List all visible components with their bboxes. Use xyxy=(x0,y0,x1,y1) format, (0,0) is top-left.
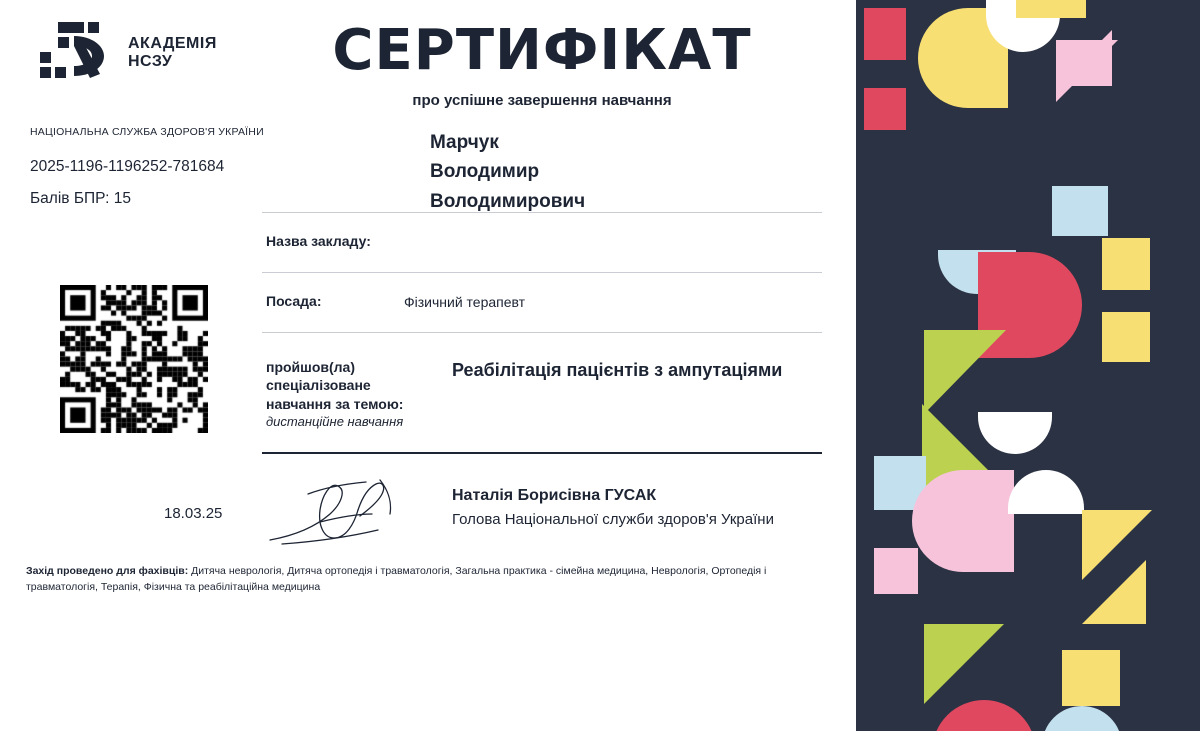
deco-shape xyxy=(932,700,1036,731)
divider-position xyxy=(262,332,822,333)
qr-code xyxy=(60,285,208,433)
nszu-logo-icon xyxy=(30,22,118,84)
label-institution: Назва закладу: xyxy=(266,233,371,249)
deco-shape xyxy=(864,88,906,130)
deco-shape xyxy=(1008,470,1084,514)
deco-shape xyxy=(912,470,1014,572)
page-subtitle: про успішне завершення навчання xyxy=(412,92,672,109)
deco-shape xyxy=(1052,186,1108,236)
logo-brand-line1: АКАДЕМІЯ xyxy=(128,35,217,53)
label-completion-line1: пройшов(ла) xyxy=(266,359,355,375)
handwritten-signature xyxy=(262,470,412,550)
recipient-last-name: Марчук xyxy=(430,132,499,153)
recipient-patronymic: Володимирович xyxy=(430,190,586,212)
recipient-first-name: Володимир xyxy=(430,161,540,183)
deco-shape xyxy=(864,8,906,60)
divider-topic xyxy=(262,452,822,454)
footer-prefix: Захід проведено для фахівців: xyxy=(26,565,189,577)
deco-shape xyxy=(1102,312,1150,362)
deco-shape xyxy=(874,548,918,594)
footer-text: Дитяча неврологія, Дитяча ортопедія і травматологія, Загальна практика - сімейна медицина, Неврологія, Ортопедія і травматологія, Терапія, Фізична та реабілітаційна медицина xyxy=(26,565,767,594)
label-completion xyxy=(266,358,403,413)
organization-name: НАЦІОНАЛЬНА СЛУЖБА ЗДОРОВ'Я УКРАЇНИ xyxy=(30,126,264,138)
deco-triangle xyxy=(924,330,1006,414)
deco-shape xyxy=(1016,0,1086,18)
deco-triangle xyxy=(924,624,1004,704)
divider-institution xyxy=(262,272,822,273)
label-completion-line2: спеціалізоване xyxy=(266,377,371,394)
logo-brand-line2: НСЗУ xyxy=(128,53,173,70)
distance-learning-note: дистанційне навчання xyxy=(266,414,404,429)
logo-block xyxy=(30,22,217,84)
logo-text xyxy=(128,35,217,71)
deco-shape xyxy=(1042,706,1122,731)
decorative-panel xyxy=(856,0,1200,731)
recipient-name xyxy=(430,128,820,216)
bpr-points: Балів БПР: 15 xyxy=(30,190,131,207)
page-title: СЕРТИФІКАТ xyxy=(332,18,752,83)
course-topic: Реабілітація пацієнтів з ампутаціями xyxy=(452,360,783,380)
footer-specialties xyxy=(26,563,841,596)
deco-shape xyxy=(1062,650,1120,706)
value-position: Фізичний терапевт xyxy=(404,294,526,310)
deco-shape xyxy=(1102,238,1150,290)
divider-name xyxy=(262,212,822,213)
certificate-number: 2025-1196-1196252-781684 xyxy=(30,158,225,175)
label-position: Посада: xyxy=(266,293,322,309)
signer-name: Наталія Борисівна ГУСАК xyxy=(452,487,657,504)
deco-triangle xyxy=(1056,30,1112,86)
deco-triangle xyxy=(1082,560,1146,624)
signer-position: Голова Національної служби здоров'я України xyxy=(452,511,774,528)
issue-date: 18.03.25 xyxy=(164,505,223,522)
label-completion-line3: навчання за темою: xyxy=(266,395,404,412)
